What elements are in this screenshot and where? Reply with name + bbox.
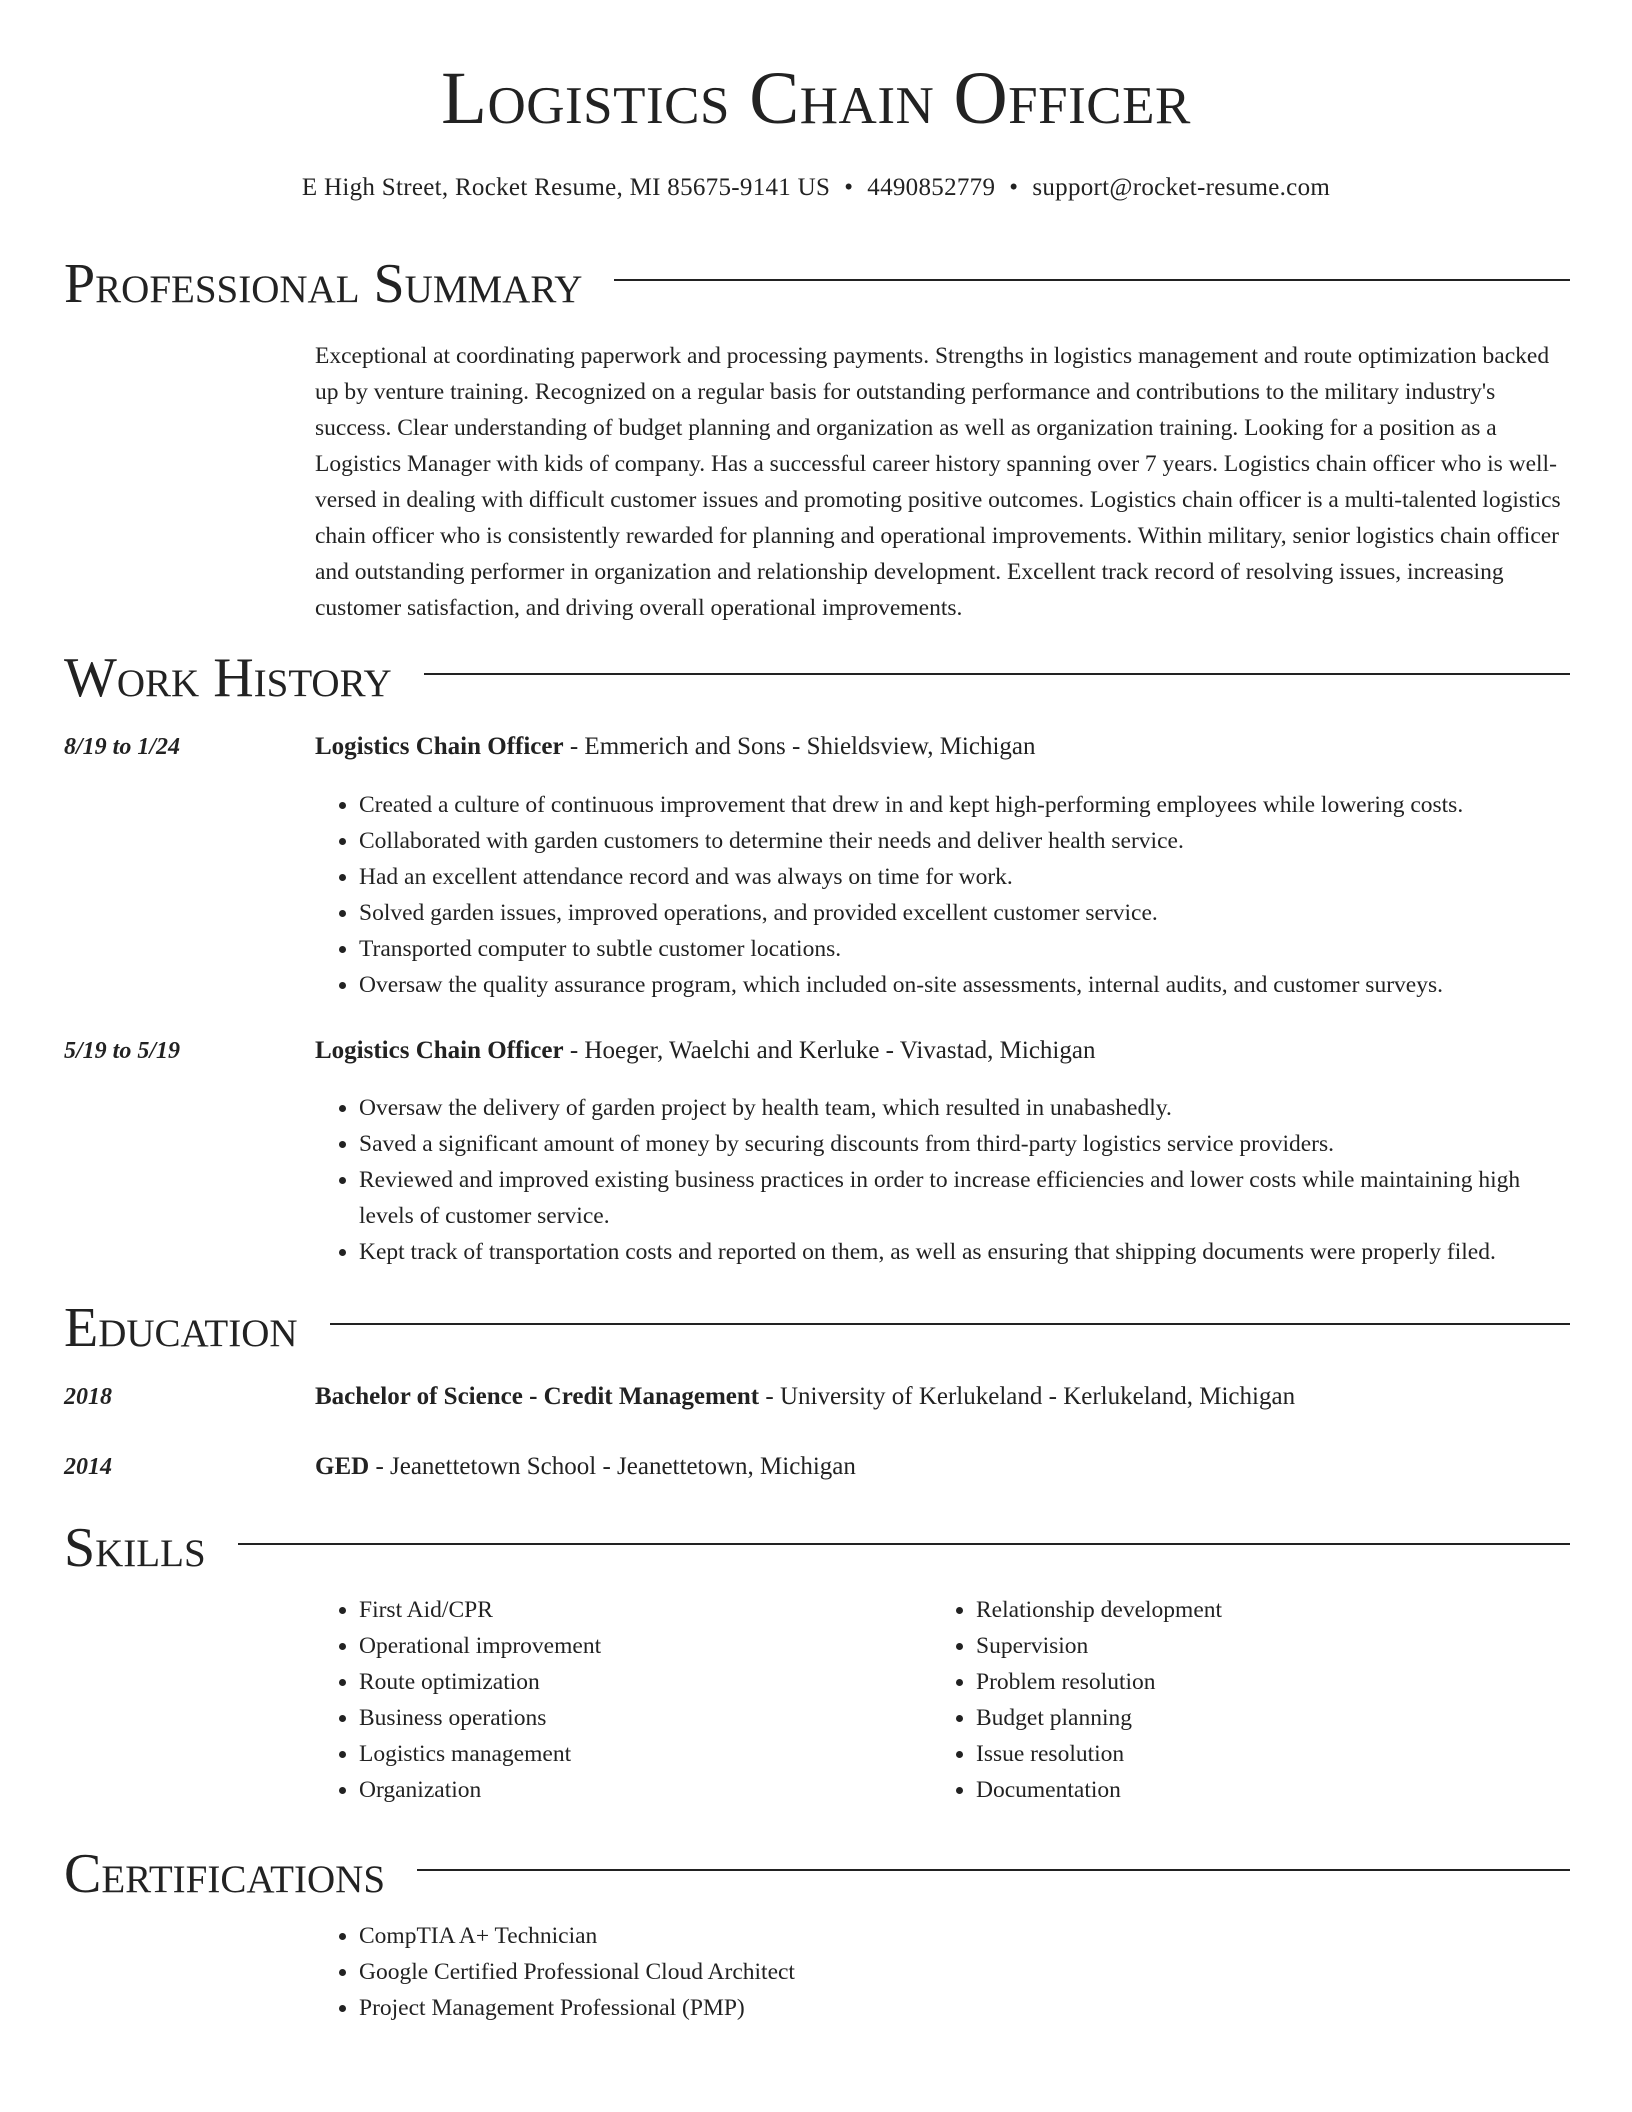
section-title-education: Education [64,1297,298,1359]
skill-item: • Logistics management [359,1736,919,1772]
skill-item: • Problem resolution [976,1664,1576,1700]
skill-item: • Documentation [976,1772,1576,1808]
skill-item: • Relationship development [976,1592,1576,1628]
section-divider [330,1323,1570,1325]
skills-section-header [64,1517,1570,1579]
section-title-summary: Professional Summary [64,253,583,315]
job-bullet: • Reviewed and improved existing business practices in order to increase efficiencies and lower costs while maintaining high levels of customer service. [359,1162,1573,1234]
job-bullet: • Oversaw the delivery of garden project by health team, which resulted in unabashedly. [359,1090,1573,1126]
contact-email: support@rocket-resume.com [1032,174,1331,201]
skill-item: • Operational improvement [359,1628,919,1664]
job-bullet: • Solved garden issues, improved operations, and provided excellent customer service. [359,895,1573,931]
resume-name: Logistics Chain Officer [441,57,1191,140]
certification-item: • CompTIA A+ Technician [359,1918,1573,1954]
section-divider [238,1543,1570,1545]
job-bullet: • Had an excellent attendance record and was always on time for work. [359,859,1573,895]
job-bullet: • Transported computer to subtle customer locations. [359,931,1573,967]
summary-section-header [64,253,1570,315]
job-heading [315,733,1036,761]
skill-item: • Route optimization [359,1664,919,1700]
education-year: 2014 [64,1454,112,1480]
job-bullet: • Saved a significant amount of money by securing discounts from third-party logistics service providers. [359,1126,1573,1162]
job-details: - Hoeger, Waelchi and Kerluke - Vivastad, Michigan [563,1037,1096,1064]
contact-separator: • [1009,174,1019,201]
education-details: - University of Kerlukeland - Kerlukeland, Michigan [759,1383,1296,1410]
education-entry [315,1453,856,1481]
education-details: - Jeanettetown School - Jeanettetown, Michigan [369,1453,856,1480]
job-bullets [315,787,1573,1003]
skill-item: • Business operations [359,1700,919,1736]
job-details: - Emmerich and Sons - Shieldsview, Michigan [563,733,1036,760]
contact-line [0,174,1632,202]
skills-list-right [932,1592,1576,1808]
education-section-header [64,1297,1570,1359]
summary-text: Exceptional at coordinating paperwork and processing payments. Strengths in logistics management and route optimization backed up by venture training. Recognized on a regular basis for outstanding performance and contributions to the military industry's success. Clear understanding of budget planning and organization as well as organization training. Looking for a position as a Logistics Manager with kids of company. Has a successful career history spanning over 7 years. Logistics chain officer who is well-versed in dealing with difficult customer issues and promoting positive outcomes. Logistics chain officer is a multi-talented logistics chain officer who is consistently rewarded for planning and operational improvements. Within military, senior logistics chain officer and outstanding performer in organization and relationship development. Excellent track record of resolving issues, increasing customer satisfaction, and driving overall operational improvements. [315,343,1561,621]
section-title-work: Work History [64,647,392,709]
skill-item: • First Aid/CPR [359,1592,919,1628]
skills-list-left [315,1592,919,1808]
job-dates: 8/19 to 1/24 [64,734,181,760]
contact-separator: • [844,174,854,201]
section-divider [417,1869,1570,1871]
work-section-header [64,647,1570,709]
education-year: 2018 [64,1384,112,1410]
certifications-section-header [64,1843,1570,1905]
job-title: Logistics Chain Officer [315,1037,564,1064]
education-entry [315,1383,1295,1411]
skill-item: • Issue resolution [976,1736,1576,1772]
job-heading [315,1037,1095,1065]
section-divider [424,673,1570,675]
education-degree: GED [315,1453,370,1480]
certification-item: • Google Certified Professional Cloud Architect [359,1954,1573,1990]
contact-address: E High Street, Rocket Resume, MI 85675-9141 US [301,174,831,201]
job-bullet: • Kept track of transportation costs and reported on them, as well as ensuring that shipping documents were properly filed. [359,1234,1573,1270]
section-divider [614,279,1570,281]
job-bullet: • Oversaw the quality assurance program, which included on-site assessments, internal audits, and customer surveys. [359,967,1573,1003]
section-title-certifications: Certifications [64,1843,386,1905]
job-title: Logistics Chain Officer [315,733,564,760]
job-bullets [315,1090,1573,1270]
skill-item: • Organization [359,1772,919,1808]
skill-item: • Budget planning [976,1700,1576,1736]
skill-item: • Supervision [976,1628,1576,1664]
job-dates: 5/19 to 5/19 [64,1038,181,1064]
job-bullet: • Collaborated with garden customers to determine their needs and deliver health service. [359,823,1573,859]
contact-phone: 4490852779 [867,174,996,201]
certification-item: • Project Management Professional (PMP) [359,1990,1573,2026]
section-title-skills: Skills [64,1517,206,1579]
education-degree: Bachelor of Science - Credit Management [315,1383,760,1410]
certifications-list [315,1918,1573,2026]
job-bullet: • Created a culture of continuous improvement that drew in and kept high-performing employees while lowering costs. [359,787,1573,823]
